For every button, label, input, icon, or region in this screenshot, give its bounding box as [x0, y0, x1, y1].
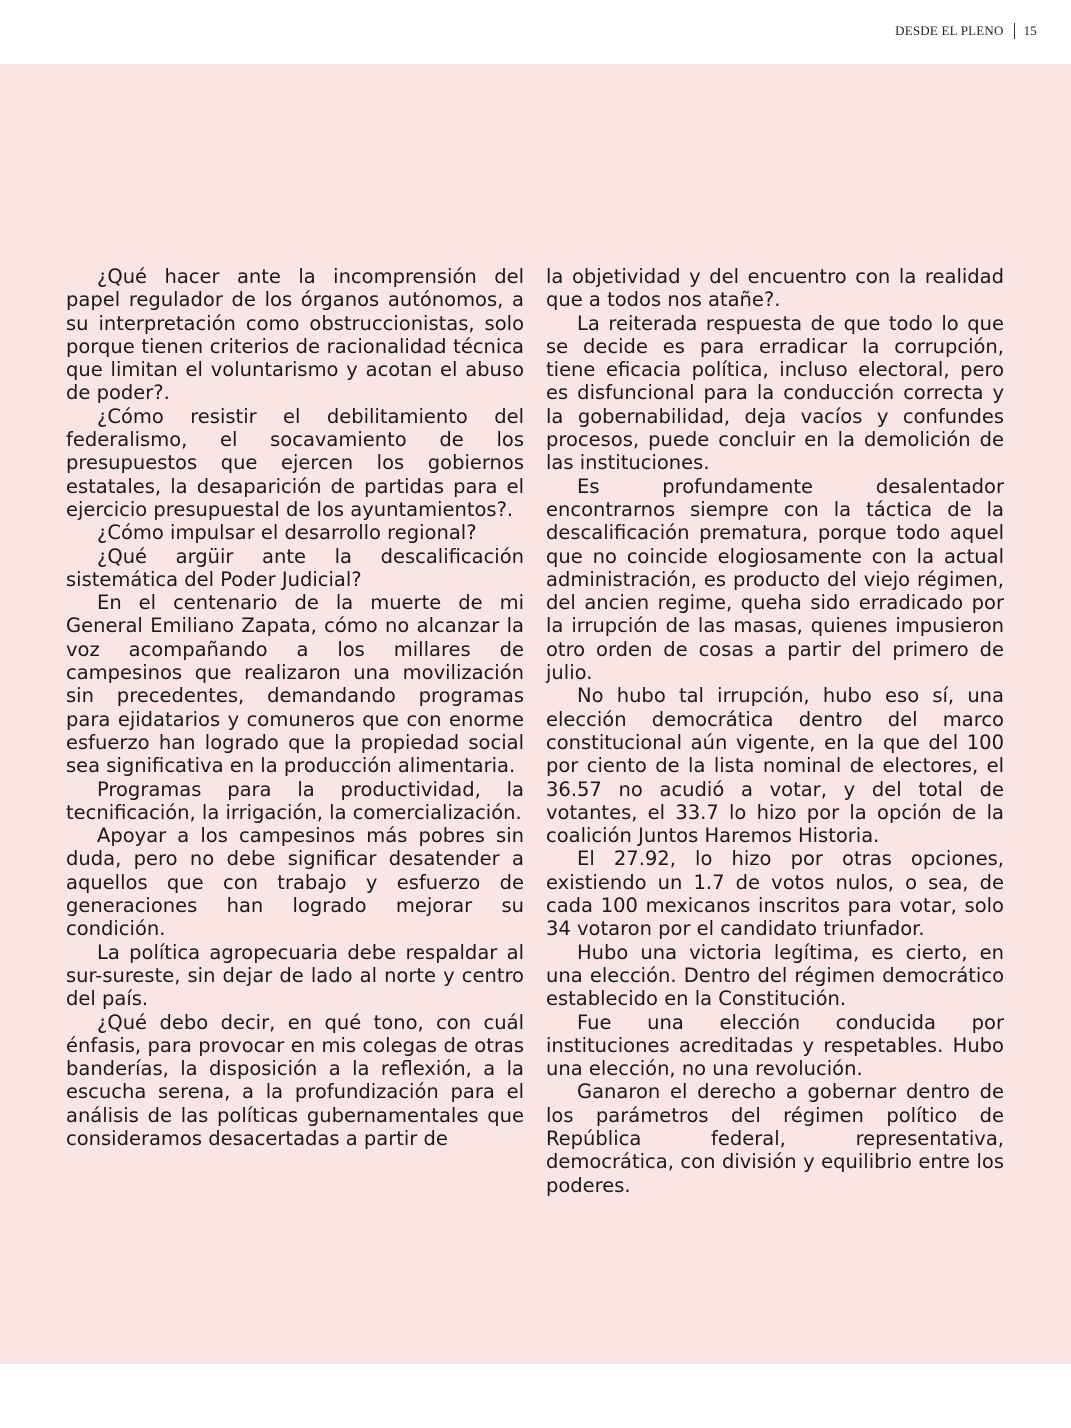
paragraph: Es profundamente desalentador encontrarnos siempre con la táctica de la descalificación prematura, porque todo aquel que no coincide elogiosamente con la actual administración, es producto del viejo régimen, del ancien regime, queha sido erradicado por la irrupción de las masas, quienes impusieron otro orden de cosas a partir del primero de julio.: [546, 474, 1004, 685]
paragraph: El 27.92, lo hizo por otras opciones, existiendo un 1.7 de votos nulos, o sea, de cada 100 mexicanos inscritos para votar, solo 34 votaron por el candidato triunfador.: [546, 847, 1004, 941]
paragraph: La política agropecuaria debe respaldar al sur-sureste, sin dejar de lado al norte y centro del país.: [66, 940, 524, 1011]
paragraph: La reiterada respuesta de que todo lo que se decide es para erradicar la corrupción, tiene eficacia política, incluso electoral, pero es disfuncional para la conducción correcta y la gobernabilidad, deja vacíos y confundes procesos, puede concluir en la demolición de las instituciones.: [546, 311, 1004, 475]
paragraph: Programas para la productividad, la tecnificación, la irrigación, la comercialización.: [66, 777, 524, 824]
paragraph: ¿Cómo resistir el debilitamiento del federalismo, el socavamiento de los presupuestos que ejercen los gobiernos estatales, la desaparición de partidas para el ejercicio presupuestal de los ayuntamientos?.: [66, 404, 524, 521]
paragraph: No hubo tal irrupción, hubo eso sí, una elección democrática dentro del marco constitucional aún vigente, en la que del 100 por ciento de la lista nominal de electores, el 36.57 no acudió a votar, y del total de votantes, el 33.7 lo hizo por la opción de la coalición Juntos Haremos Historia.: [546, 684, 1004, 848]
running-head: [895, 23, 1037, 39]
paragraph: Ganaron el derecho a gobernar dentro de los parámetros del régimen político de República federal, representativa, democrática, con división y equilibrio entre los poderes.: [546, 1080, 1004, 1197]
paragraph: ¿Cómo impulsar el desarrollo regional?: [97, 521, 477, 545]
paragraph-continuation: la objetividad y del encuentro con la realidad que a todos nos atañe?.: [546, 265, 1004, 312]
paragraph: Apoyar a los campesinos más pobres sin duda, pero no debe significar desatender a aquellos que con trabajo y esfuerzo de generaciones han logrado mejorar su condición.: [66, 824, 524, 941]
right-column: [546, 265, 1004, 1197]
paragraph: En el centenario de la muerte de mi General Emiliano Zapata, cómo no alcanzar la voz acompañando a los millares de campesinos que realizaron una movilización sin precedentes, demandando programas para ejidatarios y comuneros que con enorme esfuerzo han logrado que la propiedad social sea significativa en la producción alimentaria.: [66, 591, 524, 778]
paragraph: Fue una elección conducida por instituciones acreditadas y respetables. Hubo una elección, no una revolución.: [546, 1010, 1004, 1081]
header-divider: [1014, 23, 1015, 39]
section-title: DESDE EL PLENO: [895, 23, 1004, 38]
page-number: 15: [1023, 23, 1037, 38]
paragraph: ¿Qué hacer ante la incomprensión del papel regulador de los órganos autónomos, a su interpretación como obstruccionistas, solo porque tienen criterios de racionalidad técnica que limitan el voluntarismo y acotan el abuso de poder?.: [66, 265, 524, 405]
left-column: [66, 265, 524, 1150]
paragraph: ¿Qué debo decir, en qué tono, con cuál énfasis, para provocar en mis colegas de otras banderías, la disposición a la reflexión, a la escucha serena, a la profundización para el análisis de las políticas gubernamentales que consideramos desacertadas a partir de: [66, 1010, 524, 1150]
paragraph: ¿Qué argüir ante la descalificación sistemática del Poder Judicial?: [66, 544, 524, 591]
paragraph: Hubo una victoria legítima, es cierto, en una elección. Dentro del régimen democrático establecido en la Constitución.: [546, 940, 1004, 1011]
